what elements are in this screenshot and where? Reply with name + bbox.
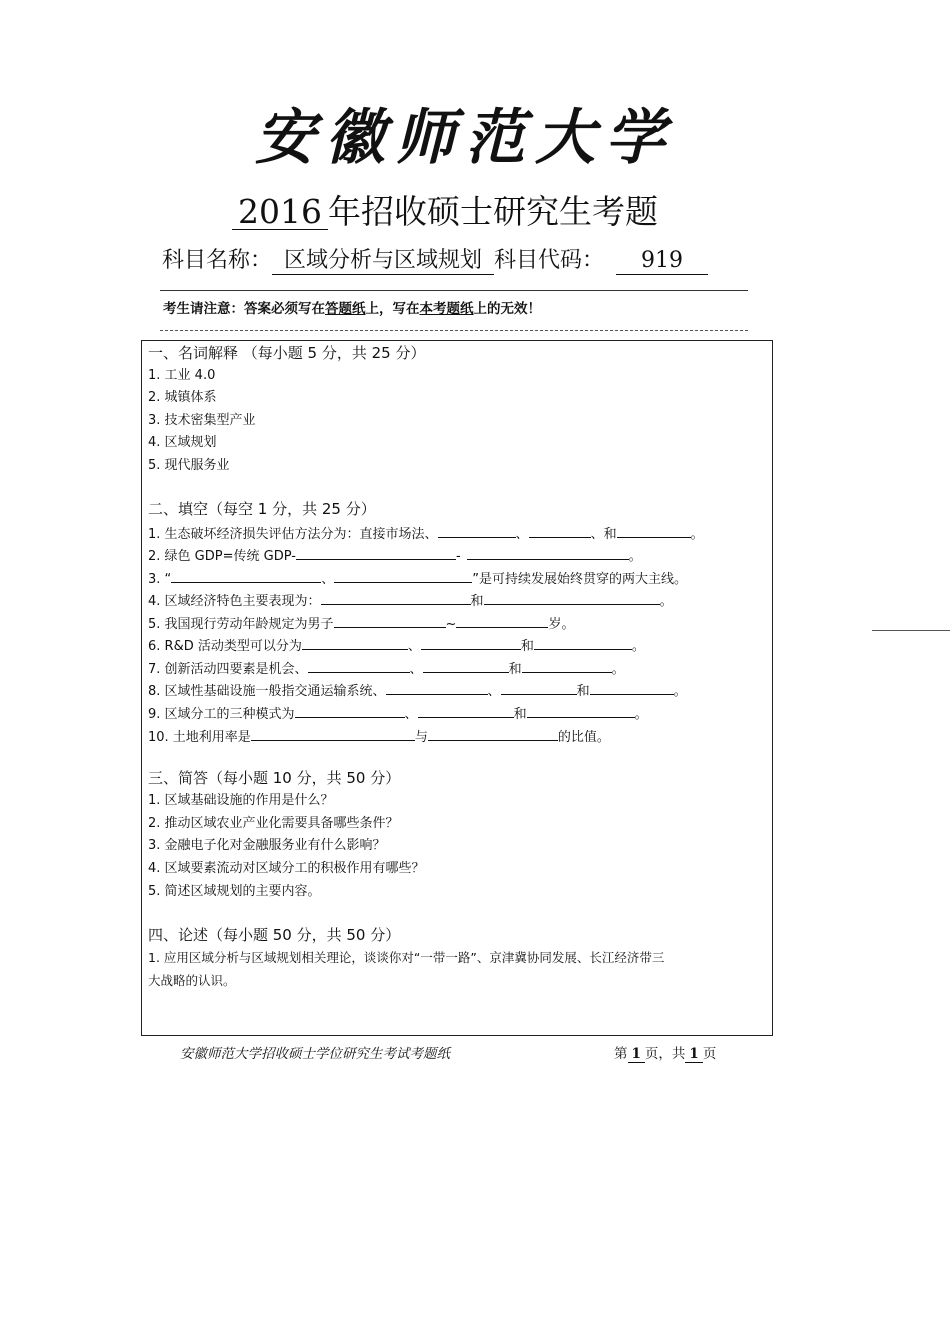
question-item: 5. 简述区域规划的主要内容。 bbox=[148, 884, 321, 899]
page-number: 1 bbox=[628, 1046, 645, 1063]
fill-text: 7. 创新活动四要素是机会、 bbox=[148, 662, 308, 677]
fill-blank bbox=[522, 659, 612, 673]
fill-text: 4. 区域经济特色主要表现为： bbox=[148, 594, 321, 609]
fill-blank bbox=[334, 614, 446, 628]
university-name: 安徽师范大学 bbox=[255, 103, 675, 173]
fill-text: 3. “ bbox=[148, 572, 172, 587]
fill-text: 、 bbox=[409, 662, 423, 677]
fill-blank bbox=[334, 569, 472, 583]
fill-text: ~ bbox=[445, 617, 457, 632]
fill-blank bbox=[321, 591, 471, 605]
subject-label: 科目名称： bbox=[162, 248, 273, 273]
fill-blank bbox=[386, 681, 488, 695]
question-item: 1. 应用区域分析与区域规划相关理论，谈谈你对“一带一路”、京津冀协同发展、长江经济带三 bbox=[148, 950, 665, 965]
fill-text: 。 bbox=[673, 684, 687, 699]
fill-text: - bbox=[455, 549, 461, 564]
fill-item bbox=[148, 591, 673, 611]
question-item: 4. 区域规划 bbox=[148, 435, 217, 450]
fill-item bbox=[148, 659, 625, 679]
fill-blank bbox=[295, 704, 405, 718]
question-item: 1. 区域基础设施的作用是什么？ bbox=[148, 793, 334, 808]
fill-blank bbox=[296, 546, 456, 560]
fill-text: 5. 我国现行劳动年龄规定为男子 bbox=[148, 617, 334, 632]
header-rule bbox=[160, 290, 748, 291]
fill-text: 。 bbox=[611, 662, 625, 677]
section-heading: 一、名词解释 （每小题 5 分，共 25 分） bbox=[148, 344, 426, 362]
fill-blank bbox=[421, 636, 521, 650]
fill-text: 、 bbox=[487, 684, 501, 699]
fill-blank bbox=[484, 591, 660, 605]
notice-answer-sheet: 答题纸 bbox=[325, 301, 366, 317]
fill-item bbox=[148, 546, 642, 566]
fill-text: ”是可持续发展始终贯穿的两大主线。 bbox=[472, 572, 688, 587]
fill-blank bbox=[438, 524, 516, 538]
page-indicator bbox=[614, 1042, 716, 1063]
section-heading: 四、论述（每小题 50 分，共 50 分） bbox=[148, 926, 401, 944]
fill-text: 。 bbox=[690, 527, 704, 542]
fill-item bbox=[148, 636, 645, 656]
exam-year: 2016 bbox=[232, 195, 328, 230]
fill-text: 2. 绿色 GDP=传统 GDP- bbox=[148, 549, 296, 564]
notice-question-sheet: 本考题纸 bbox=[419, 301, 474, 317]
fill-text: 和 bbox=[470, 594, 484, 609]
question-item: 5. 现代服务业 bbox=[148, 458, 230, 473]
page-text: 第 bbox=[614, 1046, 628, 1062]
fill-text: 。 bbox=[631, 639, 645, 654]
fill-item bbox=[148, 569, 687, 589]
subject-line bbox=[162, 246, 708, 276]
fill-blank bbox=[529, 524, 591, 538]
dashed-rule bbox=[160, 330, 748, 331]
notice-text: 考生请注意：答案必须写在 bbox=[163, 301, 325, 317]
subject-name: 区域分析与区域规划 bbox=[272, 248, 494, 275]
fill-blank bbox=[456, 614, 548, 628]
fill-text: 岁。 bbox=[548, 617, 575, 632]
fill-blank bbox=[467, 546, 629, 560]
fill-item bbox=[148, 727, 610, 747]
fill-text: 。 bbox=[628, 549, 642, 564]
scan-mark bbox=[872, 630, 950, 631]
question-item: 3. 技术密集型产业 bbox=[148, 413, 256, 428]
fill-blank bbox=[171, 569, 321, 583]
section-heading: 三、简答（每小题 10 分，共 50 分） bbox=[148, 769, 401, 787]
fill-blank bbox=[251, 727, 415, 741]
page-text: 页 bbox=[702, 1046, 717, 1062]
fill-blank bbox=[501, 681, 577, 695]
exam-title bbox=[232, 192, 658, 232]
question-item: 1. 工业 4.0 bbox=[148, 368, 216, 383]
question-item: 3. 金融电子化对金融服务业有什么影响？ bbox=[148, 838, 386, 853]
notice-text: 上，写在 bbox=[365, 301, 420, 317]
fill-text: 。 bbox=[659, 594, 673, 609]
exam-title-text: 年招收硕士研究生考题 bbox=[327, 192, 658, 231]
footer-caption: 安徽师范大学招收硕士学位研究生考试考题纸 bbox=[180, 1046, 450, 1062]
code-label: 科目代码： bbox=[494, 248, 605, 273]
fill-text: 10. 土地利用率是 bbox=[148, 730, 251, 745]
question-box bbox=[141, 340, 773, 1036]
fill-item bbox=[148, 681, 687, 701]
fill-blank bbox=[423, 659, 509, 673]
fill-text: 、 bbox=[407, 639, 421, 654]
fill-text: 。 bbox=[634, 707, 648, 722]
fill-text: 、 bbox=[515, 527, 529, 542]
question-item: 4. 区域要素流动对区域分工的积极作用有哪些？ bbox=[148, 861, 425, 876]
fill-item bbox=[148, 614, 574, 634]
fill-text: 9. 区域分工的三种模式为 bbox=[148, 707, 295, 722]
fill-blank bbox=[590, 681, 674, 695]
question-item: 2. 推动区域农业产业化需要具备哪些条件？ bbox=[148, 816, 399, 831]
fill-text: 8. 区域性基础设施一般指交通运输系统、 bbox=[148, 684, 386, 699]
fill-text: 、 bbox=[404, 707, 418, 722]
fill-blank bbox=[308, 659, 410, 673]
page-text: 页，共 bbox=[644, 1046, 686, 1062]
fill-item bbox=[148, 704, 648, 724]
fill-blank bbox=[534, 636, 632, 650]
fill-text: 和 bbox=[576, 684, 590, 699]
fill-blank bbox=[617, 524, 691, 538]
fill-text: 1. 生态破坏经济损失评估方法分为：直接市场法、 bbox=[148, 527, 438, 542]
section-heading: 二、填空（每空 1 分，共 25 分） bbox=[148, 500, 376, 518]
fill-text: 和 bbox=[513, 707, 527, 722]
fill-text: 6. R&D 活动类型可以分为 bbox=[148, 639, 302, 654]
fill-text: 和 bbox=[520, 639, 534, 654]
fill-item bbox=[148, 524, 704, 544]
fill-blank bbox=[302, 636, 408, 650]
subject-code: 919 bbox=[616, 248, 708, 275]
fill-text: 和 bbox=[508, 662, 522, 677]
exam-notice bbox=[163, 300, 541, 318]
question-item: 2. 城镇体系 bbox=[148, 390, 217, 405]
fill-text: 的比值。 bbox=[557, 730, 610, 745]
fill-text: 、和 bbox=[590, 527, 617, 542]
fill-text: 与 bbox=[414, 730, 428, 745]
question-item: 大战略的认识。 bbox=[148, 973, 236, 988]
page-total: 1 bbox=[685, 1046, 702, 1063]
notice-text: 上的无效！ bbox=[473, 301, 541, 317]
fill-blank bbox=[527, 704, 635, 718]
fill-text: 、 bbox=[321, 572, 335, 587]
fill-blank bbox=[418, 704, 514, 718]
fill-blank bbox=[428, 727, 558, 741]
